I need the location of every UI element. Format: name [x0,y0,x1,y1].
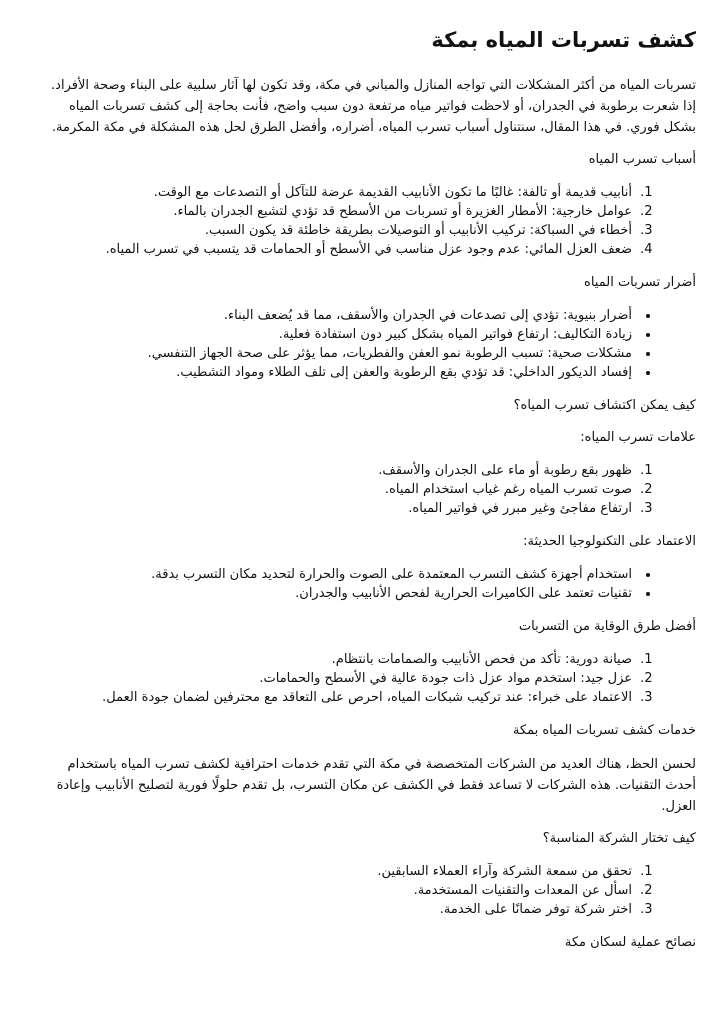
intro-line: إذا شعرت برطوبة في الجدران، أو لاحظت فواتير مياه مرتفعة دون سبب واضح، فأنت بحاجة إلى كشف تسربات المياه [68,99,696,115]
services-line: لحسن الحظ، هناك العديد من الشركات المتخصصة في مكة التي تقدم خدمات احترافية لكشف تسرب المياه باستخدام [67,757,696,773]
services-line: أحدث التقنيات. هذه الشركات لا تساعد فقط في الكشف عن مكان التسرب، بل تقدم حلولًا فورية لتصليح الأنابيب وإعادة [56,778,696,794]
list-item: 2. عوامل خارجية: الأمطار الغزيرة أو تسربات من الأسطح قد تؤدي لتشبع الجدران بالماء. [24,202,636,221]
signs-list [24,461,696,518]
list-item: 3. أخطاء في السباكة: تركيب الأنابيب أو التوصيلات بطريقة خاطئة قد يكون السبب. [24,221,636,240]
prevention-list [24,650,696,707]
list-item: • مشكلات صحية: تسبب الرطوبة نمو العفن والفطريات، مما يؤثر على صحة الجهاز التنفسي. [24,344,636,363]
prevention-heading: أفضل طرق الوقاية من التسربات [518,619,696,635]
choose-list [24,862,696,919]
list-item: 1. ظهور بقع رطوبة أو ماء على الجدران والأسقف. [24,461,636,480]
causes-list [24,183,696,259]
list-item: • تقنيات تعتمد على الكاميرات الحرارية لفحص الأنابيب والجدران. [24,584,636,603]
list-item: 2. عزل جيد: استخدم مواد عزل ذات جودة عالية في الأسطح والحمامات. [24,669,636,688]
intro-line: تسربات المياه من أكثر المشكلات التي تواجه المنازل والمباني في مكة، وقد تكون لها آثار سلبية على البناء وصحة الأفراد. [51,78,696,94]
signs-heading: علامات تسرب المياه: [580,430,696,446]
list-item: • أضرار بنيوية: تؤدي إلى تصدعات في الجدران والأسقف، مما قد يُضعف البناء. [24,306,636,325]
list-item: • استخدام أجهزة كشف التسرب المعتمدة على الصوت والحرارة لتحديد مكان التسرب بدقة. [24,565,636,584]
list-item: 3. الاعتماد على خبراء: عند تركيب شبكات المياه، احرص على التعاقد مع محترفين لضمان جودة العمل. [24,688,636,707]
list-item: • زيادة التكاليف: ارتفاع فواتير المياه بشكل كبير دون استفادة فعلية. [24,325,636,344]
services-line: العزل. [661,799,696,815]
list-item: 1. صيانة دورية: تأكد من فحص الأنابيب والصمامات بانتظام. [24,650,636,669]
list-item: 2. اسأل عن المعدات والتقنيات المستخدمة. [24,881,636,900]
damages-heading: أضرار تسربات المياه [584,275,696,291]
list-item: 1. أنابيب قديمة أو تالفة: غالبًا ما تكون الأنابيب القديمة عرضة للتآكل أو التصدعات مع الوقت. [24,183,636,202]
list-item: 1. تحقق من سمعة الشركة وآراء العملاء السابقين. [24,862,636,881]
list-item: • إفساد الديكور الداخلي: قد تؤدي بقع الرطوبة والعفن إلى تلف الطلاء ومواد التشطيب. [24,363,636,382]
list-item: 2. صوت تسرب المياه رغم غياب استخدام المياه. [24,480,636,499]
services-heading: خدمات كشف تسربات المياه بمكة [512,723,696,739]
detect-heading: كيف يمكن اكتشاف تسرب المياه؟ [513,398,696,414]
tips-heading: نصائح عملية لسكان مكة [564,935,696,951]
intro-line: بشكل فوري. في هذا المقال، سنتناول أسباب تسرب المياه، أضراره، وأفضل الطرق لحل هذه المشكلة في مكة المكرمة. [51,120,696,136]
tech-heading: الاعتماد على التكنولوجيا الحديثة: [523,534,696,550]
list-item: 3. اختر شركة توفر ضمانًا على الخدمة. [24,900,636,919]
page-title: كشف تسربات المياه بمكة [431,28,696,52]
list-item: 3. ارتفاع مفاجئ وغير مبرر في فواتير المياه. [24,499,636,518]
choose-heading: كيف تختار الشركة المناسبة؟ [542,831,696,847]
causes-heading: أسباب تسرب المياه [588,152,696,168]
tech-list [24,565,696,603]
services-paragraph [24,754,696,817]
intro-paragraph [24,75,696,138]
list-item: 4. ضعف العزل المائي: عدم وجود عزل مناسب في الأسطح أو الحمامات قد يتسبب في تسرب المياه. [24,240,636,259]
damages-list [24,306,696,382]
